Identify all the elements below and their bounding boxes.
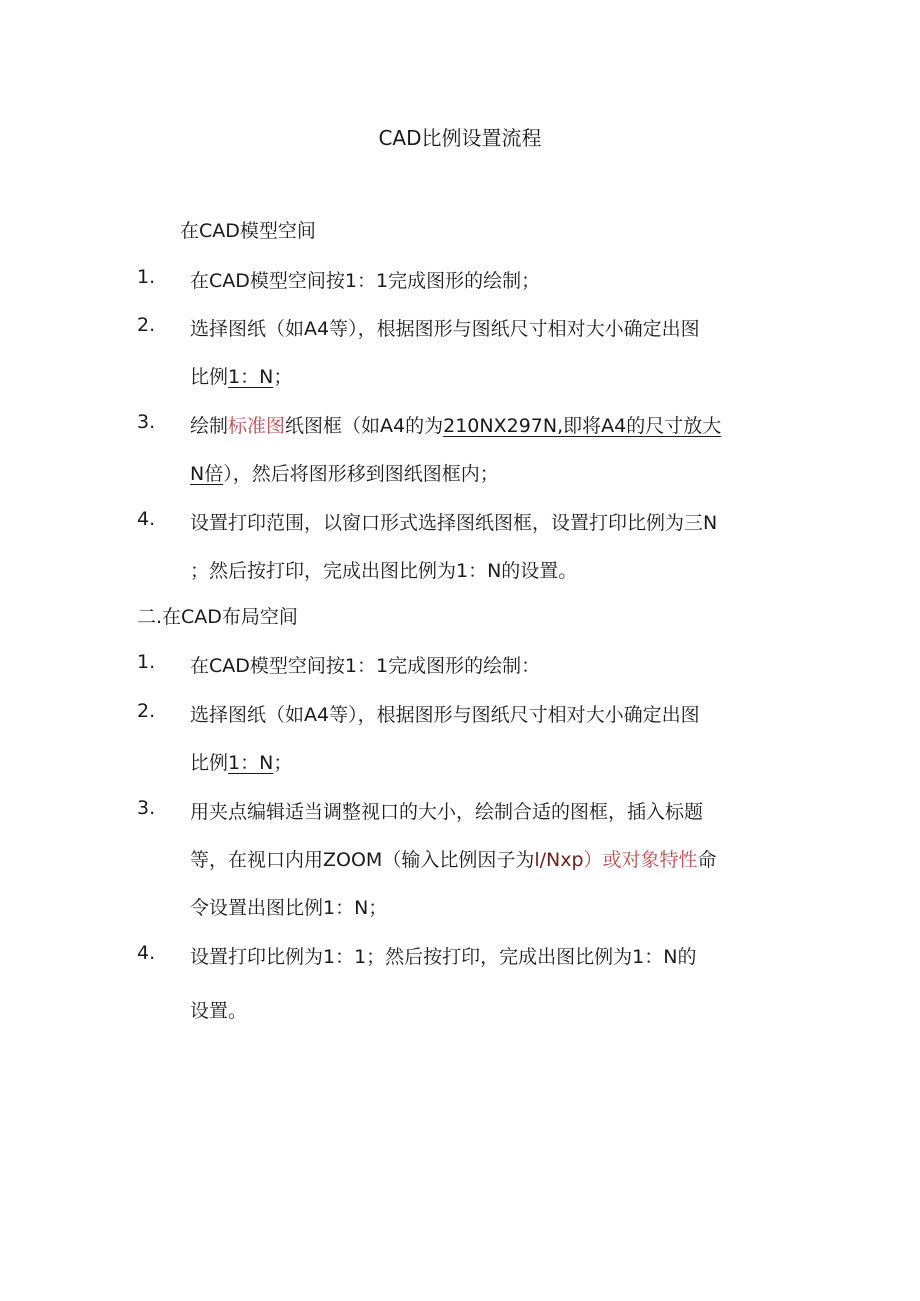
item-text-line1: 绘制标准图纸图框（如A4的为210NX297N,即将A4的尺寸放大: [190, 415, 722, 437]
item-text-line1: 选择图纸（如A4等），根据图形与图纸尺寸相对大小确定出图: [190, 704, 700, 726]
scale-ratio: 1：N: [228, 752, 274, 774]
underlined-text: N倍: [190, 463, 224, 485]
item-text-line1: 设置打印范围，以窗口形式选择图纸图框，设置打印比例为三N: [190, 512, 718, 534]
item-text-line2: 比例1：N；: [190, 752, 293, 774]
highlight-text: ）或对象特性: [583, 849, 698, 871]
item-text-line3: 令设置出图比例1：N；: [190, 897, 388, 919]
item-number: 2.: [137, 314, 156, 336]
item-number: 1.: [137, 266, 156, 288]
highlight-text: 标准图: [228, 415, 286, 437]
item-text-line2: N倍），然后将图形移到图纸图框内；: [190, 463, 499, 485]
item-number: 3.: [137, 411, 156, 433]
item-text-line1: 用夹点编辑适当调整视口的大小，绘制合适的图框，插入标题: [190, 801, 704, 823]
item-text-line2: 比例1：N；: [190, 366, 293, 388]
item-text: 在CAD模型空间按1：1完成图形的绘制：: [190, 655, 541, 677]
item-text: 在CAD模型空间按1：1完成图形的绘制；: [190, 270, 541, 292]
underlined-text: 210NX297N,即将A4的尺寸放大: [443, 415, 722, 437]
item-text-line2: 等，在视口内用ZOOM（输入比例因子为l/Nxp）或对象特性命: [190, 849, 717, 871]
highlight-text: l/Nxp: [534, 849, 584, 871]
scale-ratio: 1：N: [228, 366, 274, 388]
item-text-line2: 设置。: [190, 1000, 248, 1022]
item-number: 3.: [137, 797, 156, 819]
item-text-line2: ；然后按打印，完成出图比例为1：N的设置。: [190, 560, 578, 582]
item-text-line1: 选择图纸（如A4等），根据图形与图纸尺寸相对大小确定出图: [190, 318, 700, 340]
item-text-line1: 设置打印比例为1：1；然后按打印，完成出图比例为1：N的: [190, 946, 697, 968]
section1-heading: 在CAD模型空间: [180, 220, 316, 242]
document-title: CAD比例设置流程: [378, 126, 542, 150]
item-number: 2.: [137, 700, 156, 722]
item-number: 4.: [137, 508, 156, 530]
item-number: 4.: [137, 942, 156, 964]
item-number: 1.: [137, 651, 156, 673]
section2-heading: 二.在CAD布局空间: [137, 606, 298, 628]
